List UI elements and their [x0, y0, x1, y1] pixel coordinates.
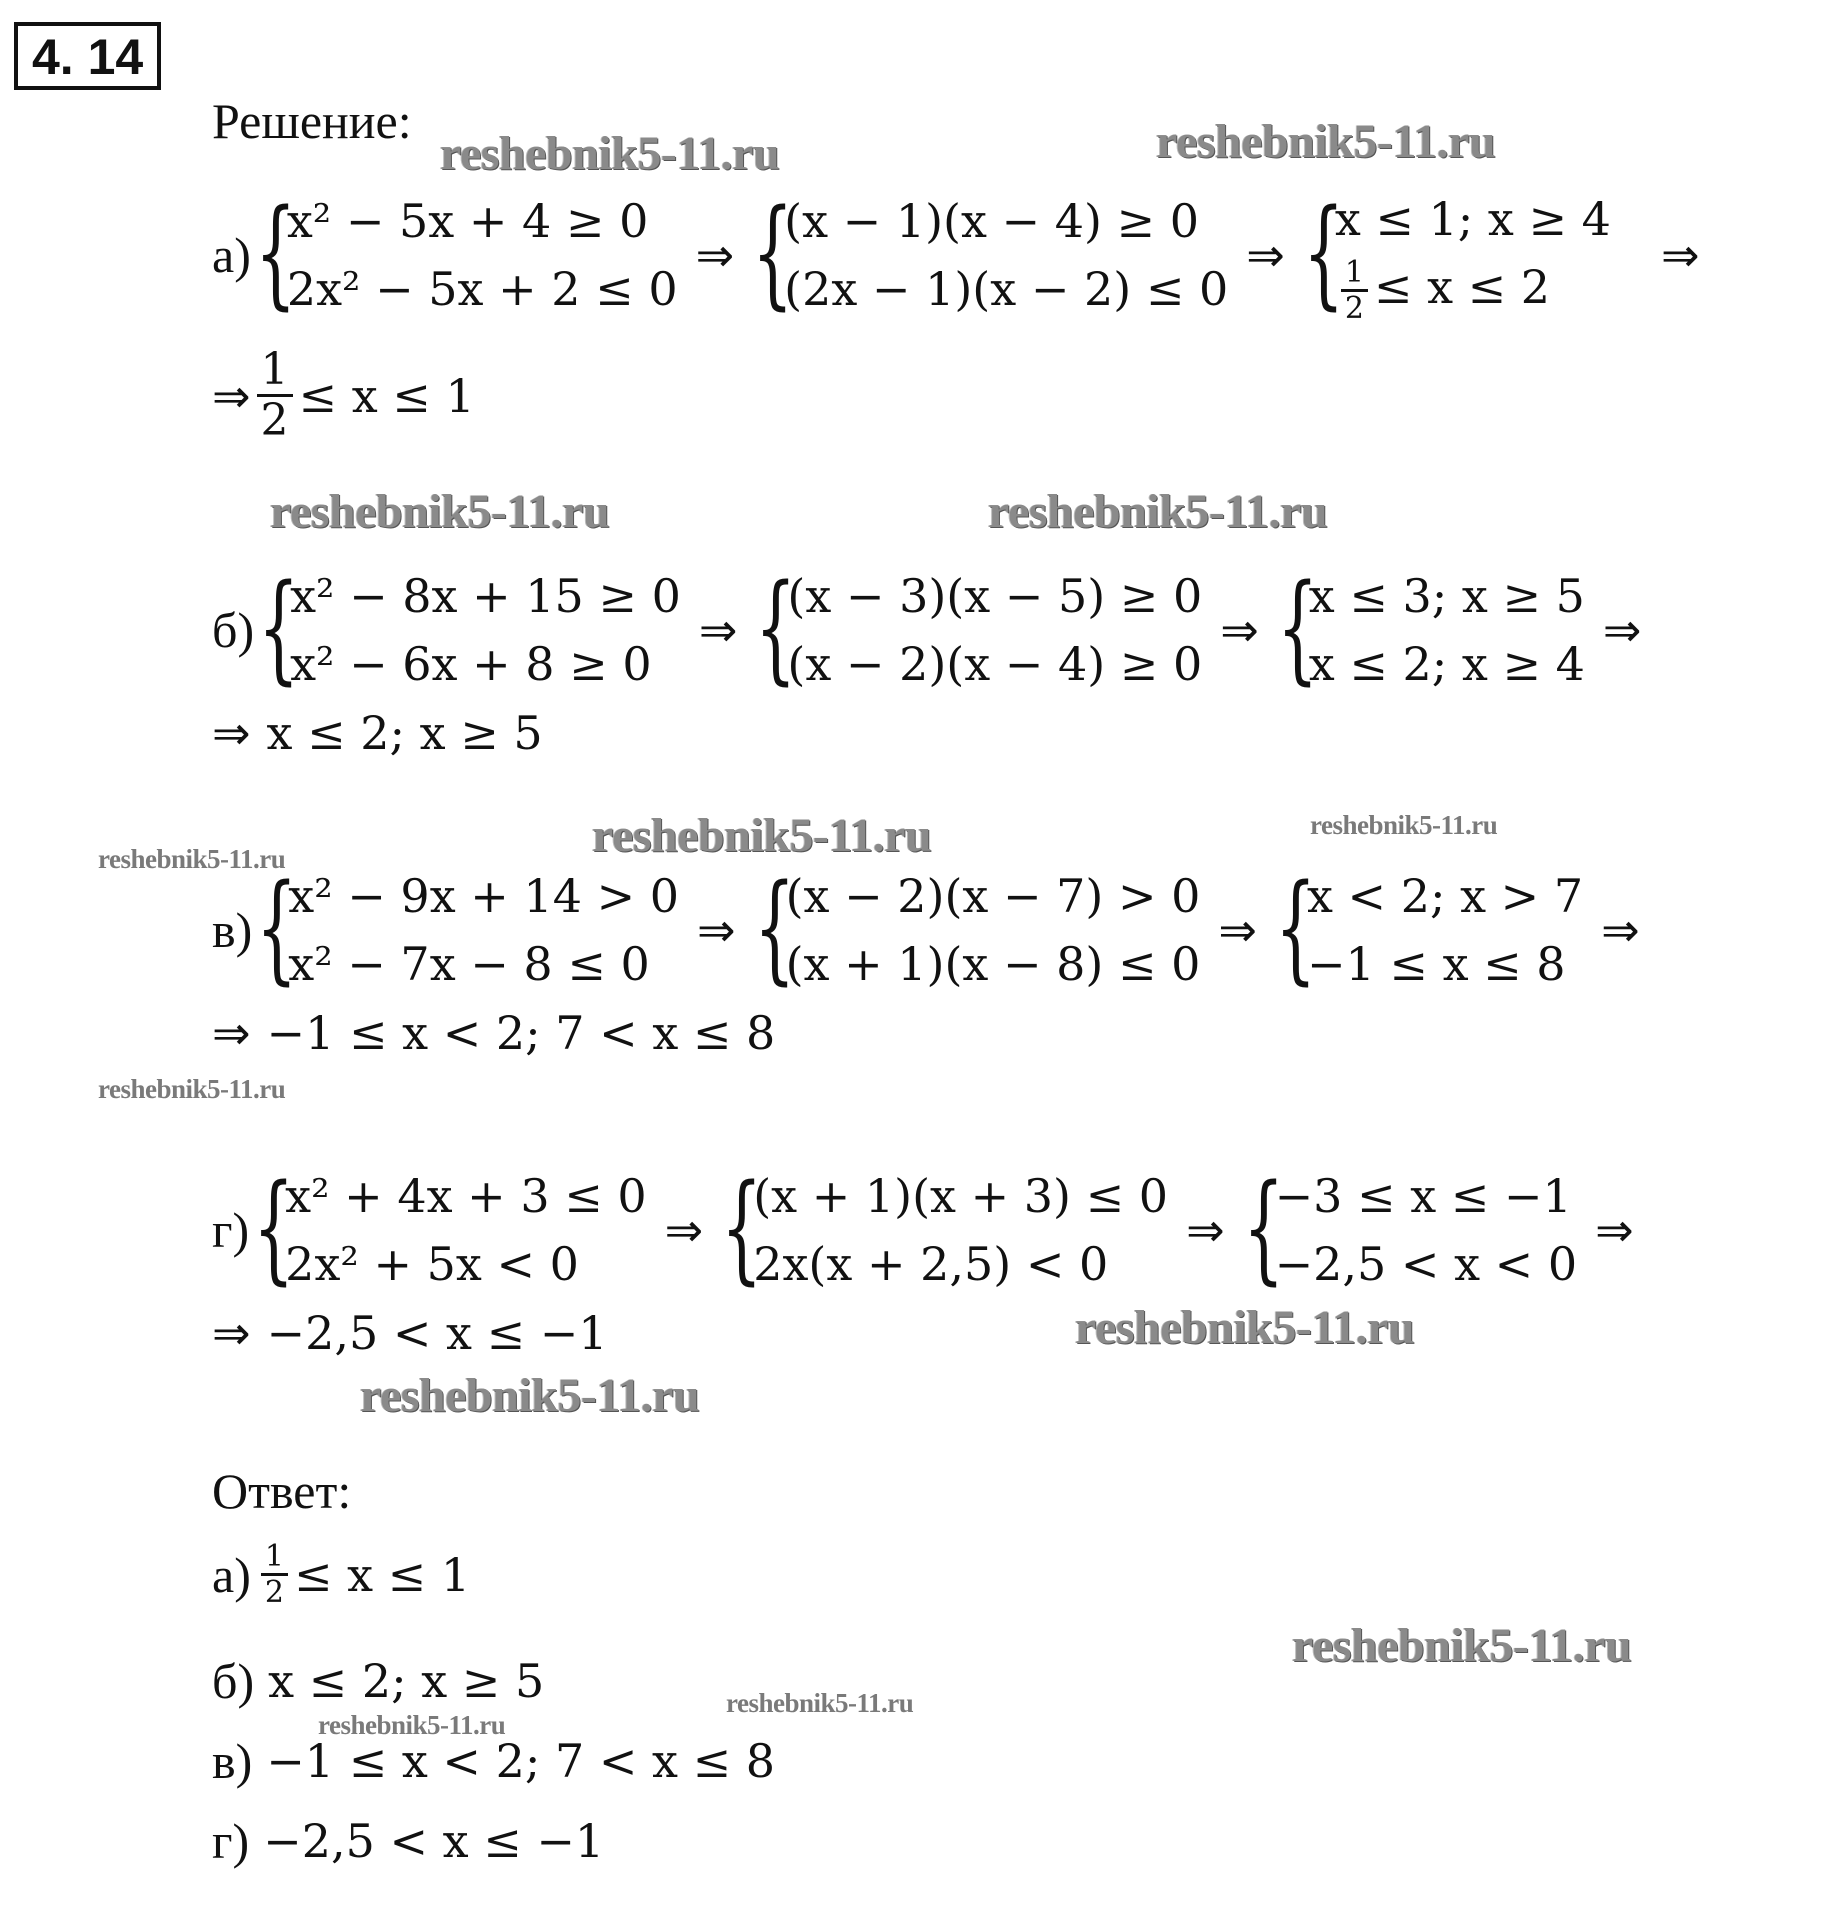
system	[258, 558, 681, 698]
part-label: г)	[212, 1813, 250, 1869]
watermark: reshebnik5-11.ru	[318, 1710, 506, 1740]
watermark: reshebnik5-11.ru	[360, 1369, 700, 1422]
system	[253, 1158, 647, 1298]
answer-g	[212, 1812, 604, 1870]
system	[753, 858, 1201, 998]
equation: 2x² + 5x < 0	[285, 1237, 579, 1291]
inequality: ≤ x ≤ 1	[298, 368, 475, 423]
answer-b	[212, 1652, 544, 1710]
brace: {	[258, 558, 300, 696]
equation: −3 ≤ x ≤ −1	[1274, 1169, 1572, 1223]
answer-label: Ответ:	[212, 1463, 352, 1519]
equation: (x − 1)(x − 4) ≥ 0	[784, 194, 1199, 248]
equation: x² − 5x + 4 ≥ 0	[286, 194, 649, 248]
implies-arrow: ⇒	[1660, 228, 1700, 282]
brace: {	[753, 858, 795, 996]
implies-arrow: ⇒	[212, 1306, 251, 1360]
part-v-result	[212, 1006, 775, 1060]
equation: (x − 2)(x − 4) ≥ 0	[787, 637, 1203, 691]
system	[755, 558, 1203, 698]
equation: 2x(x + 2,5) < 0	[753, 1237, 1109, 1291]
equation: 2x² − 5x + 2 ≤ 0	[286, 262, 678, 316]
equation: (2x − 1)(x − 2) ≤ 0	[784, 262, 1229, 316]
implies-arrow: ⇒	[1218, 903, 1257, 957]
solution-label: Решение:	[212, 93, 412, 149]
equation: x ≤ 2; x ≥ 4	[1308, 637, 1585, 691]
part-g-systems	[212, 1155, 1652, 1305]
brace: {	[1302, 183, 1345, 321]
inequality: −2,5 < x ≤ −1	[266, 1306, 608, 1360]
part-label: г)	[212, 1202, 250, 1258]
equation: x ≤ 1; x ≥ 4	[1334, 191, 1611, 246]
brace: {	[721, 1158, 763, 1296]
inequality: x ≤ 2; x ≥ 5	[266, 706, 543, 760]
equation: (x + 1)(x − 8) ≤ 0	[785, 937, 1201, 991]
problem-number: 4. 14	[14, 22, 161, 90]
equation: x² + 4x + 3 ≤ 0	[285, 1169, 647, 1223]
implies-arrow: ⇒	[664, 1203, 704, 1257]
brace: {	[256, 858, 298, 996]
part-label: б)	[212, 602, 255, 658]
watermark: reshebnik5-11.ru	[1075, 1301, 1415, 1354]
equation: $\frac{1}{2}$ ≤ x ≤ 2	[1335, 253, 1611, 326]
system	[721, 1158, 1169, 1298]
system	[752, 183, 1229, 323]
part-b-systems	[212, 555, 1659, 705]
implies-arrow: ⇒	[695, 228, 735, 282]
implies-arrow: ⇒	[1595, 1203, 1634, 1257]
inequality: ≤ x ≤ 1	[293, 1547, 471, 1602]
equation: −1 ≤ x ≤ 8	[1306, 937, 1566, 991]
part-v-systems	[212, 855, 1658, 1005]
brace: {	[1274, 858, 1317, 996]
part-label: в)	[212, 1733, 253, 1789]
watermark: reshebnik5-11.ru	[98, 844, 286, 874]
system	[1276, 558, 1585, 698]
part-b-result	[212, 706, 543, 760]
part-a-systems	[212, 180, 1717, 330]
answer-a	[212, 1540, 470, 1609]
system	[1242, 1158, 1578, 1298]
watermark: reshebnik5-11.ru	[98, 1074, 286, 1104]
brace: {	[253, 1158, 295, 1296]
equation: x² − 7x − 8 ≤ 0	[288, 937, 650, 991]
part-label: а)	[212, 1546, 251, 1603]
implies-arrow: ⇒	[1186, 1203, 1225, 1257]
watermark: reshebnik5-11.ru	[1292, 1619, 1632, 1672]
implies-arrow: ⇒	[212, 706, 251, 760]
part-a-result	[212, 346, 475, 446]
implies-arrow: ⇒	[212, 1006, 251, 1060]
brace: {	[752, 183, 794, 321]
watermark: reshebnik5-11.ru	[592, 809, 932, 862]
inequality: −1 ≤ x < 2; 7 < x ≤ 8	[266, 1734, 776, 1788]
watermark: reshebnik5-11.ru	[726, 1688, 914, 1718]
equation: x² − 9x + 14 > 0	[288, 869, 680, 923]
implies-arrow: ⇒	[1220, 603, 1259, 657]
brace: {	[755, 558, 797, 696]
inequality: −1 ≤ x < 2; 7 < x ≤ 8	[266, 1006, 776, 1060]
part-label: в)	[212, 902, 253, 958]
fraction: $\frac{1}{2}$	[257, 346, 293, 446]
equation: x ≤ 3; x ≥ 5	[1308, 569, 1585, 623]
equation: (x − 2)(x − 7) > 0	[785, 869, 1201, 923]
implies-arrow: ⇒	[697, 903, 736, 957]
equation: x < 2; x > 7	[1306, 869, 1584, 923]
equation: (x + 1)(x + 3) ≤ 0	[753, 1169, 1169, 1223]
system	[1274, 858, 1584, 998]
implies-arrow: ⇒	[1602, 603, 1642, 657]
brace: {	[1242, 1158, 1284, 1296]
watermark: reshebnik5-11.ru	[1156, 115, 1496, 168]
system	[256, 858, 680, 998]
equation: −2,5 < x < 0	[1274, 1237, 1578, 1291]
implies-arrow: ⇒	[212, 368, 251, 423]
implies-arrow: ⇒	[698, 603, 738, 657]
inequality: −2,5 < x ≤ −1	[263, 1814, 605, 1868]
part-label: б)	[212, 1653, 255, 1709]
system	[254, 183, 678, 323]
system	[1303, 185, 1611, 326]
answer-v	[212, 1732, 775, 1790]
implies-arrow: ⇒	[1601, 903, 1640, 957]
implies-arrow: ⇒	[1246, 228, 1285, 282]
brace: {	[254, 183, 297, 321]
watermark: reshebnik5-11.ru	[1310, 810, 1498, 840]
equation: x² − 6x + 8 ≥ 0	[290, 637, 652, 691]
equation: x² − 8x + 15 ≥ 0	[290, 569, 681, 623]
watermark: reshebnik5-11.ru	[988, 485, 1328, 538]
part-label: а)	[212, 227, 251, 283]
equation: (x − 3)(x − 5) ≥ 0	[787, 569, 1203, 623]
part-g-result	[212, 1306, 608, 1360]
fraction: $\frac{1}{2}$	[261, 1540, 288, 1609]
watermark: reshebnik5-11.ru	[440, 127, 780, 180]
brace: {	[1276, 558, 1319, 696]
inequality: x ≤ 2; x ≥ 5	[268, 1654, 545, 1708]
watermark: reshebnik5-11.ru	[270, 485, 610, 538]
